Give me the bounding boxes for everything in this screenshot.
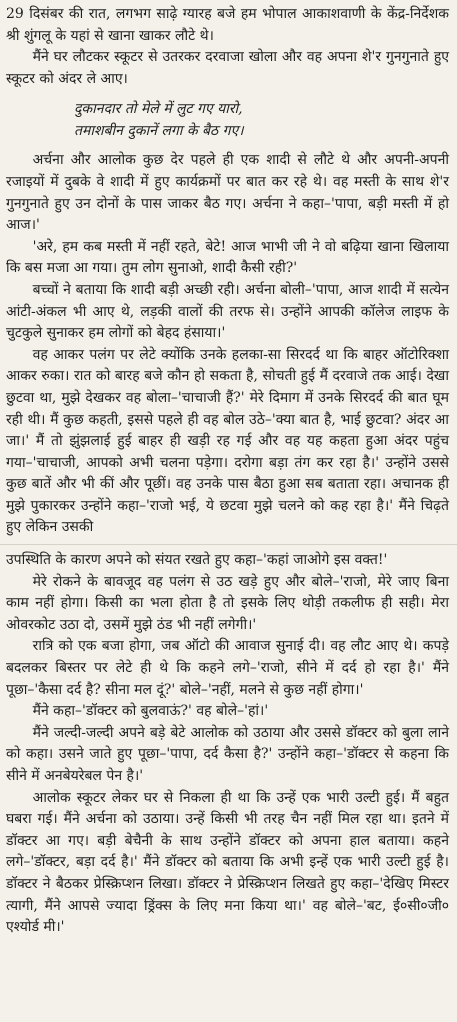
paragraph: उपस्थिति के कारण अपने को संयत रखते हुए कहा–'कहां जाओगे इस वक्त!' [6, 552, 388, 569]
paragraph: वह आकर पलंग पर लेटे क्योंकि उनके हलका-सा सिरदर्द था कि बाहर ऑटोरिक्शा आकर रुका। रात को बारह बजे कौन हो सकता है, सोचती हुई मैं दरवाजे तक आई। देखा छुटवा था, मुझे देखकर वह बोला–'चाचाजी हैं?' मेरे दिमाग में उनके सिरदर्द की बात घूम रही थी। मैं कुछ कहती, इससे पहले ही वह बोल उठे–'क्या बात है, भाई छुटवा? अंदर आ जा।' मैं तो झुंझलाई हुई बाहर ही खड़ी रह गई और वह यह कहता हुआ अंदर पहुंच गया–'चाचाजी, आपको अभी चलना पड़ेगा। दरोगा बड़ा तंग कर रहा है।' उन्होंने उससे कुछ बातें और भी कीं और पूछीं। वह उनके पास बैठा हुआ सब बताता रहा। अचानक ही मुझे पुकारकर उन्होंने कहा–'राजो भई, ये छटवा मुझे चलने को कह रहा है।' मैंने चिढ़ते हुए लेकिन उसकी [6, 346, 449, 536]
paragraph: बच्चों ने बताया कि शादी बड़ी अच्छी रही। अर्चना बोली–'पापा, आज शादी में सत्येन आंटी-अंकल भी आए थे, लड़की वालों की तरफ से। उन्होंने आपकी कॉलेज लाइफ के चुटकुले सुनाकर हम लोगों को बेहद हंसाया।' [6, 281, 449, 342]
paragraph: 'अरे, हम कब मस्ती में नहीं रहते, बेटे! आज भाभी जी ने वो बढ़िया खाना खिलाया कि बस मजा आ गया। तुम लोग सुनाओ, शादी कैसी रही?' [6, 238, 449, 277]
paragraph: मैंने घर लौटकर स्कूटर से उतरकर दरवाजा खोला और वह अपना शे'र गुनगुनाते हुए स्कूटर को अंदर ले आए। [6, 49, 449, 87]
paragraph: अर्चना और आलोक कुछ देर पहले ही एक शादी से लौटे थे और अपनी-अपनी रजाइयों में दुबके वे शादी में हुए कार्यक्रमों पर बात कर रहे थे। वह मस्ती के साथ शे'र गुनगुनाते हुए उन दोनों के पास जाकर बैठ गए। अर्चना ने कहा–'पापा, बड़ी मस्ती में हो आज।' [6, 152, 449, 234]
text-block-bottom [6, 550, 449, 939]
paragraph: मेरे रोकने के बावजूद वह पलंग से उठ खड़े हुए और बोले–'राजो, मेरे जाए बिना काम नहीं होगा। किसी का भला होता है तो इसके लिए थोड़ी तकलीफ ही सही। मेरा ओवरकोट उठा दो, उसमें मुझे ठंड भी नहीं लगेगी।' [6, 573, 449, 633]
text-block-top [6, 4, 449, 90]
paragraph: रात्रि को एक बजा होगा, जब ऑटो की आवाज सुनाई दी। वह लौट आए थे। कपड़े बदलकर बिस्तर पर लेटे ही थे कि कहने लगे–'राजो, सीने में दर्द हो रहा है।' मैंने पूछा–'कैसा दर्द है? सीना मल दूं?' बोले–'नहीं, मलने से कुछ नहीं होगा।' [6, 638, 449, 698]
paragraph: मैंने कहा–'डॉक्टर को बुलवाऊं?' वह बोले–'हां।' [32, 703, 269, 720]
page-seam-divider [0, 544, 457, 545]
verse-couplet [74, 98, 449, 142]
text-block-middle [6, 150, 449, 539]
verse-line-2: तमाशबीन दुकानें लगा के बैठ गए। [74, 123, 244, 140]
paragraph: 29 दिसंबर की रात, लगभग साढ़े ग्यारह बजे हम भोपाल आकाशवाणी के केंद्र-निर्देशक श्री शुंगलू के यहां से खाना खाकर लौटे थे। [6, 6, 449, 44]
paragraph: मैंने जल्दी-जल्दी अपने बड़े बेटे आलोक को उठाया और उससे डॉक्टर को बुला लाने को कहा। उसने जाते हुए पूछा–'पापा, दर्द कैसा है?' उन्होंने कहा–'डॉक्टर से कहना कि सीने में अनबेयरेबल पेन है।' [6, 724, 449, 784]
verse-line-1: दुकानदार तो मेले में लुट गए यारो, [74, 101, 243, 118]
paragraph: आलोक स्कूटर लेकर घर से निकला ही था कि उन्हें एक भारी उल्टी हुई। मैं बहुत घबरा गई। मैंने अर्चना को उठाया। उन्हें किसी भी तरह चैन नहीं मिल रहा था। इतने में डॉक्टर आ गए। बड़ी बेचैनी के साथ उन्होंने डॉक्टर को अपना हाल बताया। कहने लगे–'डॉक्टर, बड़ा दर्द है।' मैंने डॉक्टर को बताया कि अभी इन्हें एक भारी उल्टी हुई है। डॉक्टर ने बैठकर प्रेस्क्रिप्शन लिखा। डॉक्टर ने प्रेस्क्रिप्शन लिखते हुए कहा–'देखिए मिस्टर त्यागी, मैंने आपसे ज्यादा ड्रिंक्स के लिए मना किया था।' वह बोले–'बट, ई०सी०जी० एश्योर्ड मी।' [6, 789, 449, 936]
